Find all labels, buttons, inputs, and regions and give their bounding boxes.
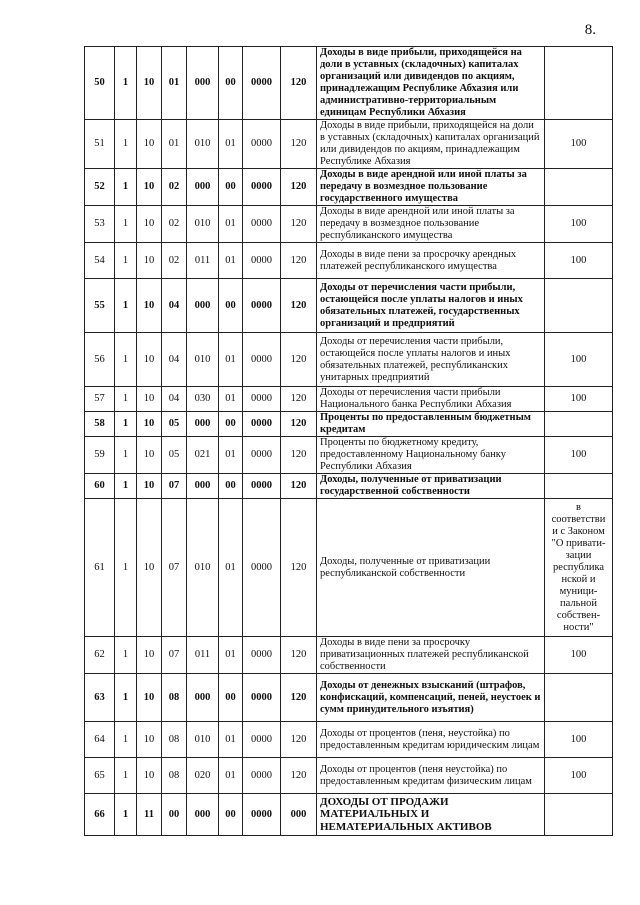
table-row (85, 333, 613, 387)
code-subarticle-cell: 010 (187, 722, 219, 758)
table-row (85, 412, 613, 437)
code-economic-cell: 120 (281, 674, 317, 722)
code-group-cell: 1 (115, 499, 137, 637)
code-article-cell: 02 (162, 169, 187, 206)
table-body (85, 47, 613, 836)
allocation-percent-cell: в соответстви и с Законом "О привати-зации республика нской и муници-пальной собствен-ности" (545, 499, 613, 637)
code-subgroup-cell: 10 (137, 333, 162, 387)
code-article-cell: 05 (162, 412, 187, 437)
code-subarticle-cell: 020 (187, 758, 219, 794)
code-subgroup-cell: 10 (137, 47, 162, 120)
code-article-cell: 04 (162, 279, 187, 333)
table-row (85, 437, 613, 474)
code-subarticle-cell: 000 (187, 412, 219, 437)
code-economic-cell: 120 (281, 206, 317, 243)
revenue-description-cell: Проценты по бюджетному кредиту, предоставленному Национальному банку Республики Абхазия (317, 437, 545, 474)
code-subgroup-cell: 10 (137, 637, 162, 674)
code-article-cell: 02 (162, 243, 187, 279)
code-element-cell: 01 (219, 758, 243, 794)
table-row (85, 794, 613, 836)
allocation-percent-cell (545, 47, 613, 120)
code-element-cell: 00 (219, 47, 243, 120)
row-number-cell: 57 (85, 387, 115, 412)
table-row (85, 47, 613, 120)
code-element-cell: 00 (219, 169, 243, 206)
revenue-description-cell: Доходы в виде прибыли, приходящейся на доли в уставных (складочных) капиталах организаций или дивидендов по акциям, принадлежащим Республике Абхазия или административно-территориальным единицам Республики Абхазия (317, 47, 545, 120)
revenue-description-cell: Доходы от процентов (пеня, неустойка) по предоставленным кредитам юридическим лицам (317, 722, 545, 758)
allocation-percent-cell: 100 (545, 437, 613, 474)
row-number-cell: 59 (85, 437, 115, 474)
table-row (85, 169, 613, 206)
table-row (85, 674, 613, 722)
code-group-cell: 1 (115, 243, 137, 279)
code-group-cell: 1 (115, 474, 137, 499)
code-article-cell: 00 (162, 794, 187, 836)
table-row (85, 387, 613, 412)
code-element-cell: 01 (219, 722, 243, 758)
table-row (85, 120, 613, 169)
code-subarticle-cell: 000 (187, 279, 219, 333)
revenue-description-cell: Доходы от перечисления части прибыли Национального банка Республики Абхазия (317, 387, 545, 412)
code-article-cell: 07 (162, 637, 187, 674)
code-element-cell: 00 (219, 794, 243, 836)
code-article-cell: 02 (162, 206, 187, 243)
row-number-cell: 53 (85, 206, 115, 243)
allocation-percent-cell (545, 279, 613, 333)
code-element-cell: 01 (219, 206, 243, 243)
code-subgroup-cell: 10 (137, 499, 162, 637)
row-number-cell: 50 (85, 47, 115, 120)
code-program-cell: 0000 (243, 169, 281, 206)
code-article-cell: 01 (162, 47, 187, 120)
allocation-percent-cell (545, 674, 613, 722)
allocation-percent-cell: 100 (545, 722, 613, 758)
table-row (85, 206, 613, 243)
allocation-percent-cell: 100 (545, 758, 613, 794)
code-subarticle-cell: 030 (187, 387, 219, 412)
revenue-description-cell: Доходы от процентов (пеня неустойка) по предоставленным кредитам физическим лицам (317, 758, 545, 794)
code-economic-cell: 120 (281, 474, 317, 499)
code-element-cell: 01 (219, 120, 243, 169)
code-program-cell: 0000 (243, 333, 281, 387)
revenue-description-cell: Доходы в виде пени за просрочку арендных платежей республиканского имущества (317, 243, 545, 279)
code-economic-cell: 120 (281, 722, 317, 758)
row-number-cell: 60 (85, 474, 115, 499)
code-article-cell: 04 (162, 333, 187, 387)
code-subarticle-cell: 000 (187, 47, 219, 120)
code-subarticle-cell: 010 (187, 120, 219, 169)
code-group-cell: 1 (115, 120, 137, 169)
code-group-cell: 1 (115, 206, 137, 243)
code-program-cell: 0000 (243, 674, 281, 722)
code-economic-cell: 120 (281, 333, 317, 387)
row-number-cell: 54 (85, 243, 115, 279)
code-subgroup-cell: 10 (137, 437, 162, 474)
row-number-cell: 51 (85, 120, 115, 169)
code-subgroup-cell: 10 (137, 674, 162, 722)
code-element-cell: 01 (219, 387, 243, 412)
row-number-cell: 66 (85, 794, 115, 836)
code-element-cell: 01 (219, 637, 243, 674)
code-subarticle-cell: 010 (187, 499, 219, 637)
code-group-cell: 1 (115, 722, 137, 758)
code-economic-cell: 120 (281, 637, 317, 674)
revenue-description-cell: Доходы от перечисления части прибыли, остающейся после уплаты налогов и иных обязательных платежей, республиканских унитарных предприятий (317, 333, 545, 387)
allocation-percent-cell: 100 (545, 243, 613, 279)
code-group-cell: 1 (115, 758, 137, 794)
revenue-description-cell: Проценты по предоставленным бюджетным кредитам (317, 412, 545, 437)
allocation-percent-cell: 100 (545, 206, 613, 243)
code-subgroup-cell: 10 (137, 722, 162, 758)
code-subarticle-cell: 000 (187, 794, 219, 836)
code-program-cell: 0000 (243, 437, 281, 474)
code-subarticle-cell: 000 (187, 474, 219, 499)
table-row (85, 637, 613, 674)
code-program-cell: 0000 (243, 279, 281, 333)
code-subgroup-cell: 10 (137, 758, 162, 794)
code-element-cell: 00 (219, 412, 243, 437)
code-program-cell: 0000 (243, 243, 281, 279)
code-group-cell: 1 (115, 794, 137, 836)
allocation-percent-cell: 100 (545, 120, 613, 169)
table-row (85, 474, 613, 499)
code-article-cell: 07 (162, 499, 187, 637)
code-group-cell: 1 (115, 169, 137, 206)
code-element-cell: 01 (219, 243, 243, 279)
allocation-percent-cell (545, 169, 613, 206)
code-subgroup-cell: 10 (137, 169, 162, 206)
code-group-cell: 1 (115, 387, 137, 412)
allocation-percent-cell (545, 474, 613, 499)
code-subarticle-cell: 011 (187, 243, 219, 279)
row-number-cell: 65 (85, 758, 115, 794)
page-number: 8. (584, 22, 596, 38)
code-group-cell: 1 (115, 637, 137, 674)
code-subgroup-cell: 11 (137, 794, 162, 836)
table-row (85, 499, 613, 637)
code-economic-cell: 120 (281, 412, 317, 437)
code-program-cell: 0000 (243, 47, 281, 120)
code-program-cell: 0000 (243, 120, 281, 169)
code-subarticle-cell: 000 (187, 674, 219, 722)
code-subgroup-cell: 10 (137, 412, 162, 437)
code-group-cell: 1 (115, 333, 137, 387)
code-program-cell: 0000 (243, 474, 281, 499)
code-subgroup-cell: 10 (137, 387, 162, 412)
code-article-cell: 05 (162, 437, 187, 474)
table-row (85, 758, 613, 794)
code-subgroup-cell: 10 (137, 474, 162, 499)
revenue-description-cell: Доходы от денежных взысканий (штрафов, конфискаций, компенсаций, пеней, неустоек и сумм принудительного изъятия) (317, 674, 545, 722)
code-subarticle-cell: 021 (187, 437, 219, 474)
row-number-cell: 52 (85, 169, 115, 206)
revenue-description-cell: Доходы в виде пени за просрочку приватизационных платежей республиканской собственности (317, 637, 545, 674)
code-element-cell: 00 (219, 674, 243, 722)
code-article-cell: 01 (162, 120, 187, 169)
row-number-cell: 63 (85, 674, 115, 722)
code-program-cell: 0000 (243, 387, 281, 412)
allocation-percent-cell: 100 (545, 333, 613, 387)
code-subarticle-cell: 000 (187, 169, 219, 206)
revenue-description-cell: ДОХОДЫ ОТ ПРОДАЖИ МАТЕРИАЛЬНЫХ И НЕМАТЕРИАЛЬНЫХ АКТИВОВ (317, 794, 545, 836)
revenue-description-cell: Доходы, полученные от приватизации республиканской собственности (317, 499, 545, 637)
code-article-cell: 04 (162, 387, 187, 412)
code-group-cell: 1 (115, 412, 137, 437)
code-economic-cell: 120 (281, 47, 317, 120)
code-article-cell: 08 (162, 758, 187, 794)
allocation-percent-cell: 100 (545, 387, 613, 412)
row-number-cell: 56 (85, 333, 115, 387)
table-row (85, 243, 613, 279)
table-row (85, 279, 613, 333)
revenue-description-cell: Доходы в виде прибыли, приходящейся на доли в уставных (складочных) капиталах организаций или дивидендов по акциям, принадлежащим Республике Абхазия (317, 120, 545, 169)
code-group-cell: 1 (115, 279, 137, 333)
code-group-cell: 1 (115, 674, 137, 722)
code-article-cell: 08 (162, 722, 187, 758)
row-number-cell: 61 (85, 499, 115, 637)
code-economic-cell: 120 (281, 169, 317, 206)
code-program-cell: 0000 (243, 722, 281, 758)
revenue-description-cell: Доходы от перечисления части прибыли, остающейся после уплаты налогов и иных обязательных платежей, государственных организаций и предприятий (317, 279, 545, 333)
code-program-cell: 0000 (243, 794, 281, 836)
code-economic-cell: 120 (281, 279, 317, 333)
code-economic-cell: 120 (281, 387, 317, 412)
row-number-cell: 58 (85, 412, 115, 437)
code-program-cell: 0000 (243, 758, 281, 794)
code-element-cell: 00 (219, 474, 243, 499)
code-subgroup-cell: 10 (137, 279, 162, 333)
code-program-cell: 0000 (243, 206, 281, 243)
code-article-cell: 07 (162, 474, 187, 499)
row-number-cell: 64 (85, 722, 115, 758)
code-economic-cell: 120 (281, 758, 317, 794)
allocation-percent-cell (545, 412, 613, 437)
code-economic-cell: 120 (281, 243, 317, 279)
code-element-cell: 01 (219, 333, 243, 387)
allocation-percent-cell (545, 794, 613, 836)
code-group-cell: 1 (115, 437, 137, 474)
code-group-cell: 1 (115, 47, 137, 120)
code-subarticle-cell: 010 (187, 333, 219, 387)
code-subgroup-cell: 10 (137, 243, 162, 279)
code-subarticle-cell: 011 (187, 637, 219, 674)
row-number-cell: 55 (85, 279, 115, 333)
revenue-description-cell: Доходы в виде арендной или иной платы за передачу в возмездное пользование республиканского имущества (317, 206, 545, 243)
code-element-cell: 01 (219, 499, 243, 637)
code-program-cell: 0000 (243, 637, 281, 674)
code-subarticle-cell: 010 (187, 206, 219, 243)
row-number-cell: 62 (85, 637, 115, 674)
code-subgroup-cell: 10 (137, 120, 162, 169)
revenue-description-cell: Доходы в виде арендной или иной платы за передачу в возмездное пользование государственного имущества (317, 169, 545, 206)
code-program-cell: 0000 (243, 499, 281, 637)
revenue-classification-table (84, 46, 613, 836)
code-program-cell: 0000 (243, 412, 281, 437)
code-subgroup-cell: 10 (137, 206, 162, 243)
code-economic-cell: 120 (281, 120, 317, 169)
code-economic-cell: 000 (281, 794, 317, 836)
code-article-cell: 08 (162, 674, 187, 722)
table-row (85, 722, 613, 758)
code-element-cell: 00 (219, 279, 243, 333)
revenue-description-cell: Доходы, полученные от приватизации государственной собственности (317, 474, 545, 499)
code-economic-cell: 120 (281, 437, 317, 474)
code-economic-cell: 120 (281, 499, 317, 637)
allocation-percent-cell: 100 (545, 637, 613, 674)
code-element-cell: 01 (219, 437, 243, 474)
